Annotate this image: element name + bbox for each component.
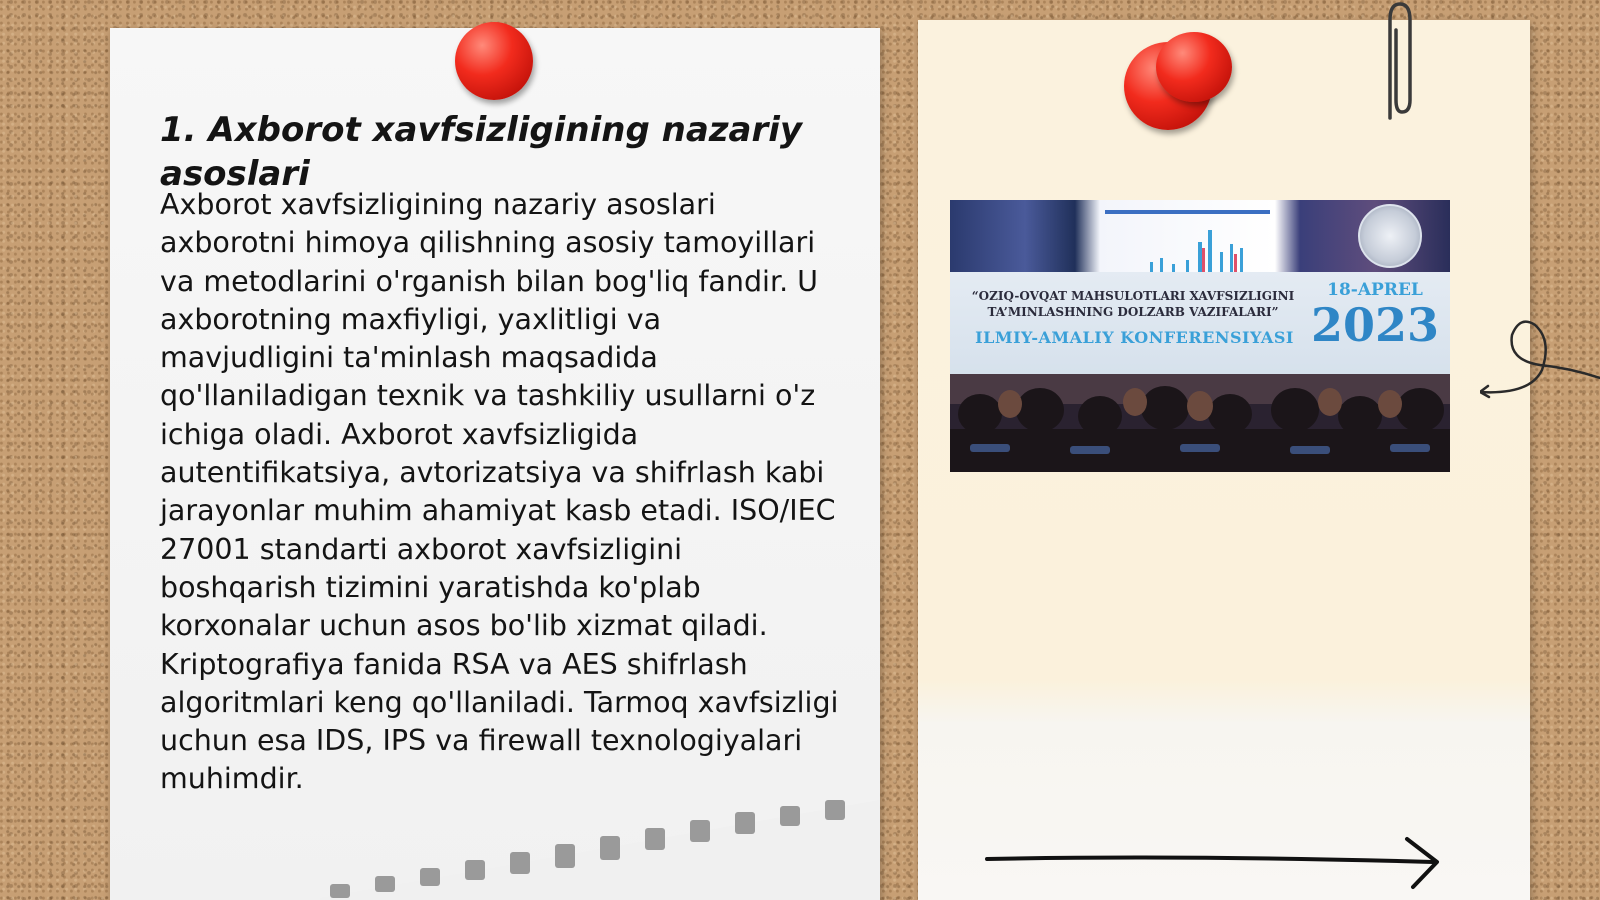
squiggle-arrow-icon: [1480, 310, 1600, 410]
slide-title: 1. Axborot xavfsizligining nazariy asoslari: [160, 110, 803, 194]
university-logo-icon: [1358, 204, 1422, 268]
conference-banner-image: [950, 200, 1450, 472]
banner-audience-photo: [950, 374, 1450, 472]
torn-paper-strip: [320, 800, 880, 900]
banner-subtitle: ILMIY-AMALIY KONFERENSIYASI: [975, 328, 1294, 347]
arrow-right-icon: [985, 835, 1445, 891]
paperclip-icon: [1378, 0, 1418, 125]
pushpin-icon: [1156, 32, 1232, 102]
banner-quote-text: “OZIQ-OVQAT MAHSULOTLARI XAVFSIZLIGINI TA’MINLASHNING DOLZARB VAZIFALARI”: [971, 289, 1295, 319]
pushpin-icon: [455, 22, 533, 100]
banner-date: 18-APREL: [1327, 280, 1423, 300]
slide-body-text: Axborot xavfsizligining nazariy asoslari axborotni himoya qilishning asosiy tamoyillari va metodlarini o'rganish bilan bog'liq fandir. U axborotning maxfiyligi, yaxlitligi va mavjudligini ta'minlash maqsadida qo'llaniladigan texnik va tashkiliy usullarni o'z ichiga oladi. Axborot xavfsizligida autentifikatsiya, avtorizatsiya va shifrlash kabi jarayonlar muhim ahamiyat kasb etadi. ISO/IEC 27001 standarti axborot xavfsizligini boshqarish tizimini yaratishda ko'plab korxonalar uchun asos bo'lib xizmat qiladi. Kriptografiya fanida RSA va AES shifrlash algoritmlari keng qo'llaniladi. Tarmoq xavfsizligi uchun esa IDS, IPS va firewall texnologiyalari muhimdir.: [160, 188, 839, 796]
banner-year: 2023: [1310, 298, 1440, 352]
